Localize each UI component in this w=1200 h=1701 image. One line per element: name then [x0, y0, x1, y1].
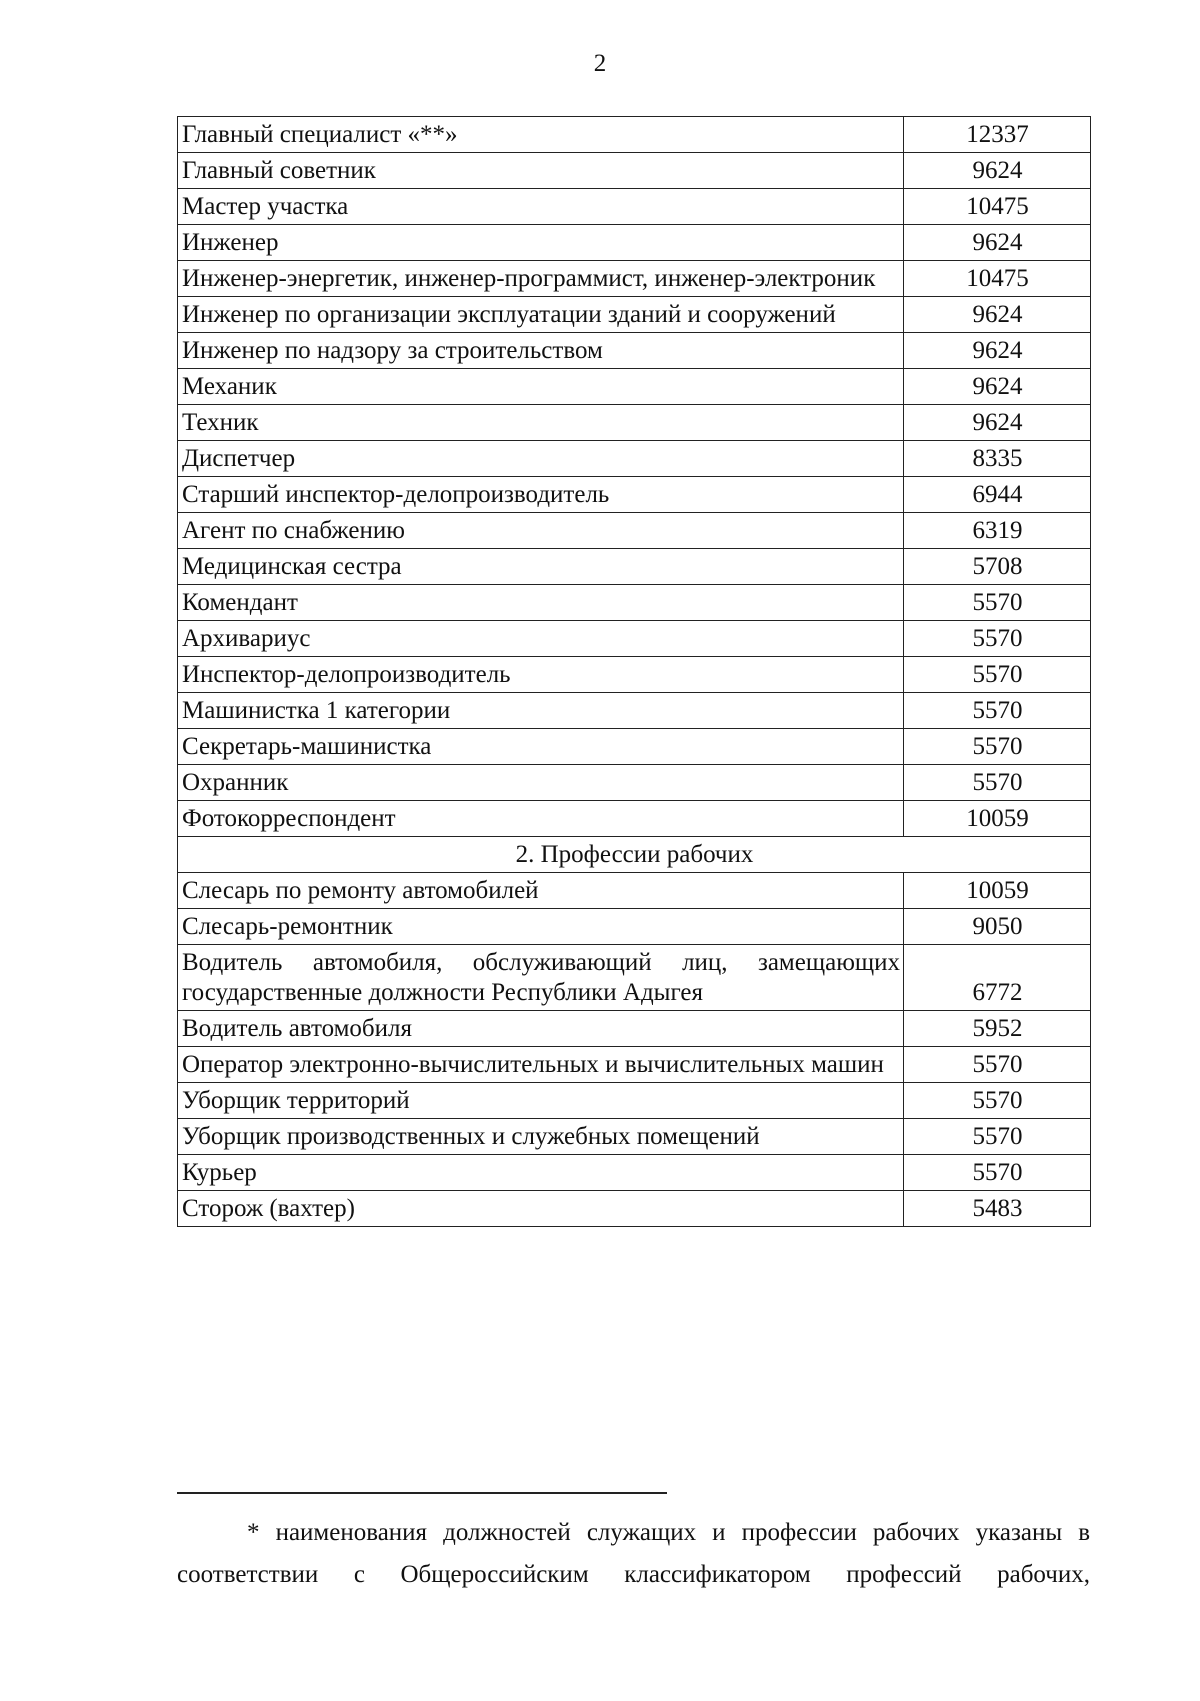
- salary-value: 5570: [904, 1083, 1091, 1119]
- table-row: [178, 657, 1091, 693]
- position-name: Уборщик территорий: [178, 1083, 904, 1119]
- table-row: [178, 1191, 1091, 1227]
- position-name: Сторож (вахтер): [178, 1191, 904, 1227]
- position-name: Инженер: [178, 225, 904, 261]
- table-row: [178, 621, 1091, 657]
- position-name: Архивариус: [178, 621, 904, 657]
- table-row: [178, 945, 1091, 1011]
- table-row: [178, 513, 1091, 549]
- table-row: [178, 225, 1091, 261]
- table-row: [178, 1155, 1091, 1191]
- salary-value: 5570: [904, 1155, 1091, 1191]
- salary-value: 9624: [904, 225, 1091, 261]
- position-name: Водитель автомобиля, обслуживающий лиц, замещающих государственные должности Республики Адыгея: [178, 945, 904, 1011]
- page-number: 2: [593, 50, 607, 77]
- position-name: Слесарь-ремонтник: [178, 909, 904, 945]
- salary-value: 5952: [904, 1011, 1091, 1047]
- salary-value: 5570: [904, 729, 1091, 765]
- table-row: [178, 405, 1091, 441]
- salary-value: 12337: [904, 117, 1091, 153]
- position-name: Старший инспектор-делопроизводитель: [178, 477, 904, 513]
- position-name: Секретарь-машинистка: [178, 729, 904, 765]
- salary-value: 6319: [904, 513, 1091, 549]
- footnote-text: * наименования должностей служащих и профессии рабочих указаны в соответствии с Общероссийским классификатором профессий рабочих,: [177, 1519, 1090, 1588]
- section-title: 2. Профессии рабочих: [178, 837, 1091, 873]
- salary-value: 5570: [904, 585, 1091, 621]
- position-name: Машинистка 1 категории: [178, 693, 904, 729]
- position-name: Инженер-энергетик, инженер-программист, инженер-электроник: [178, 261, 904, 297]
- table-row: [178, 1047, 1091, 1083]
- position-name: Охранник: [178, 765, 904, 801]
- salary-value: 9624: [904, 369, 1091, 405]
- table-row: [178, 549, 1091, 585]
- table-row: [178, 909, 1091, 945]
- salary-value: 9624: [904, 405, 1091, 441]
- salary-value: 9624: [904, 333, 1091, 369]
- table-row: [178, 801, 1091, 837]
- position-name: Механик: [178, 369, 904, 405]
- salary-value: 10475: [904, 189, 1091, 225]
- position-name: Главный специалист «**»: [178, 117, 904, 153]
- table-row: [178, 477, 1091, 513]
- position-name: Водитель автомобиля: [178, 1011, 904, 1047]
- table-row: [178, 369, 1091, 405]
- salary-value: 6772: [904, 945, 1091, 1011]
- table-row: [178, 117, 1091, 153]
- table-row: [178, 1011, 1091, 1047]
- position-name: Техник: [178, 405, 904, 441]
- position-name: Инспектор-делопроизводитель: [178, 657, 904, 693]
- position-name: Главный советник: [178, 153, 904, 189]
- table-row: [178, 729, 1091, 765]
- table-row: [178, 333, 1091, 369]
- position-name: Курьер: [178, 1155, 904, 1191]
- table-row: [178, 693, 1091, 729]
- salary-value: 5483: [904, 1191, 1091, 1227]
- salary-value: 10059: [904, 801, 1091, 837]
- table-row: [178, 585, 1091, 621]
- position-name: Инженер по надзору за строительством: [178, 333, 904, 369]
- salary-value: 6944: [904, 477, 1091, 513]
- footnote-separator: [177, 1492, 667, 1494]
- table-row: [178, 189, 1091, 225]
- salary-value: 5708: [904, 549, 1091, 585]
- position-name: Мастер участка: [178, 189, 904, 225]
- position-name: Оператор электронно-вычислительных и вычислительных машин: [178, 1047, 904, 1083]
- salary-value: 5570: [904, 693, 1091, 729]
- salary-value: 5570: [904, 621, 1091, 657]
- salary-value: 10475: [904, 261, 1091, 297]
- salary-value: 5570: [904, 1119, 1091, 1155]
- salary-value: 5570: [904, 1047, 1091, 1083]
- salary-table: [177, 116, 1091, 1227]
- salary-value: 10059: [904, 873, 1091, 909]
- salary-value: 9624: [904, 297, 1091, 333]
- position-name: Комендант: [178, 585, 904, 621]
- table-row: [178, 1119, 1091, 1155]
- position-name: Диспетчер: [178, 441, 904, 477]
- position-name: Агент по снабжению: [178, 513, 904, 549]
- salary-value: 9050: [904, 909, 1091, 945]
- position-name: Медицинская сестра: [178, 549, 904, 585]
- salary-value: 8335: [904, 441, 1091, 477]
- salary-value: 5570: [904, 657, 1091, 693]
- salary-value: 9624: [904, 153, 1091, 189]
- table-row: [178, 873, 1091, 909]
- section-header-row: [178, 837, 1091, 873]
- salary-table-body: [178, 117, 1091, 1227]
- position-name: Фотокорреспондент: [178, 801, 904, 837]
- table-row: [178, 765, 1091, 801]
- table-row: [178, 261, 1091, 297]
- table-row: [178, 1083, 1091, 1119]
- position-name: Уборщик производственных и служебных помещений: [178, 1119, 904, 1155]
- salary-value: 5570: [904, 765, 1091, 801]
- table-row: [178, 297, 1091, 333]
- table-row: [178, 441, 1091, 477]
- table-row: [178, 153, 1091, 189]
- position-name: Инженер по организации эксплуатации зданий и сооружений: [178, 297, 904, 333]
- position-name: Слесарь по ремонту автомобилей: [178, 873, 904, 909]
